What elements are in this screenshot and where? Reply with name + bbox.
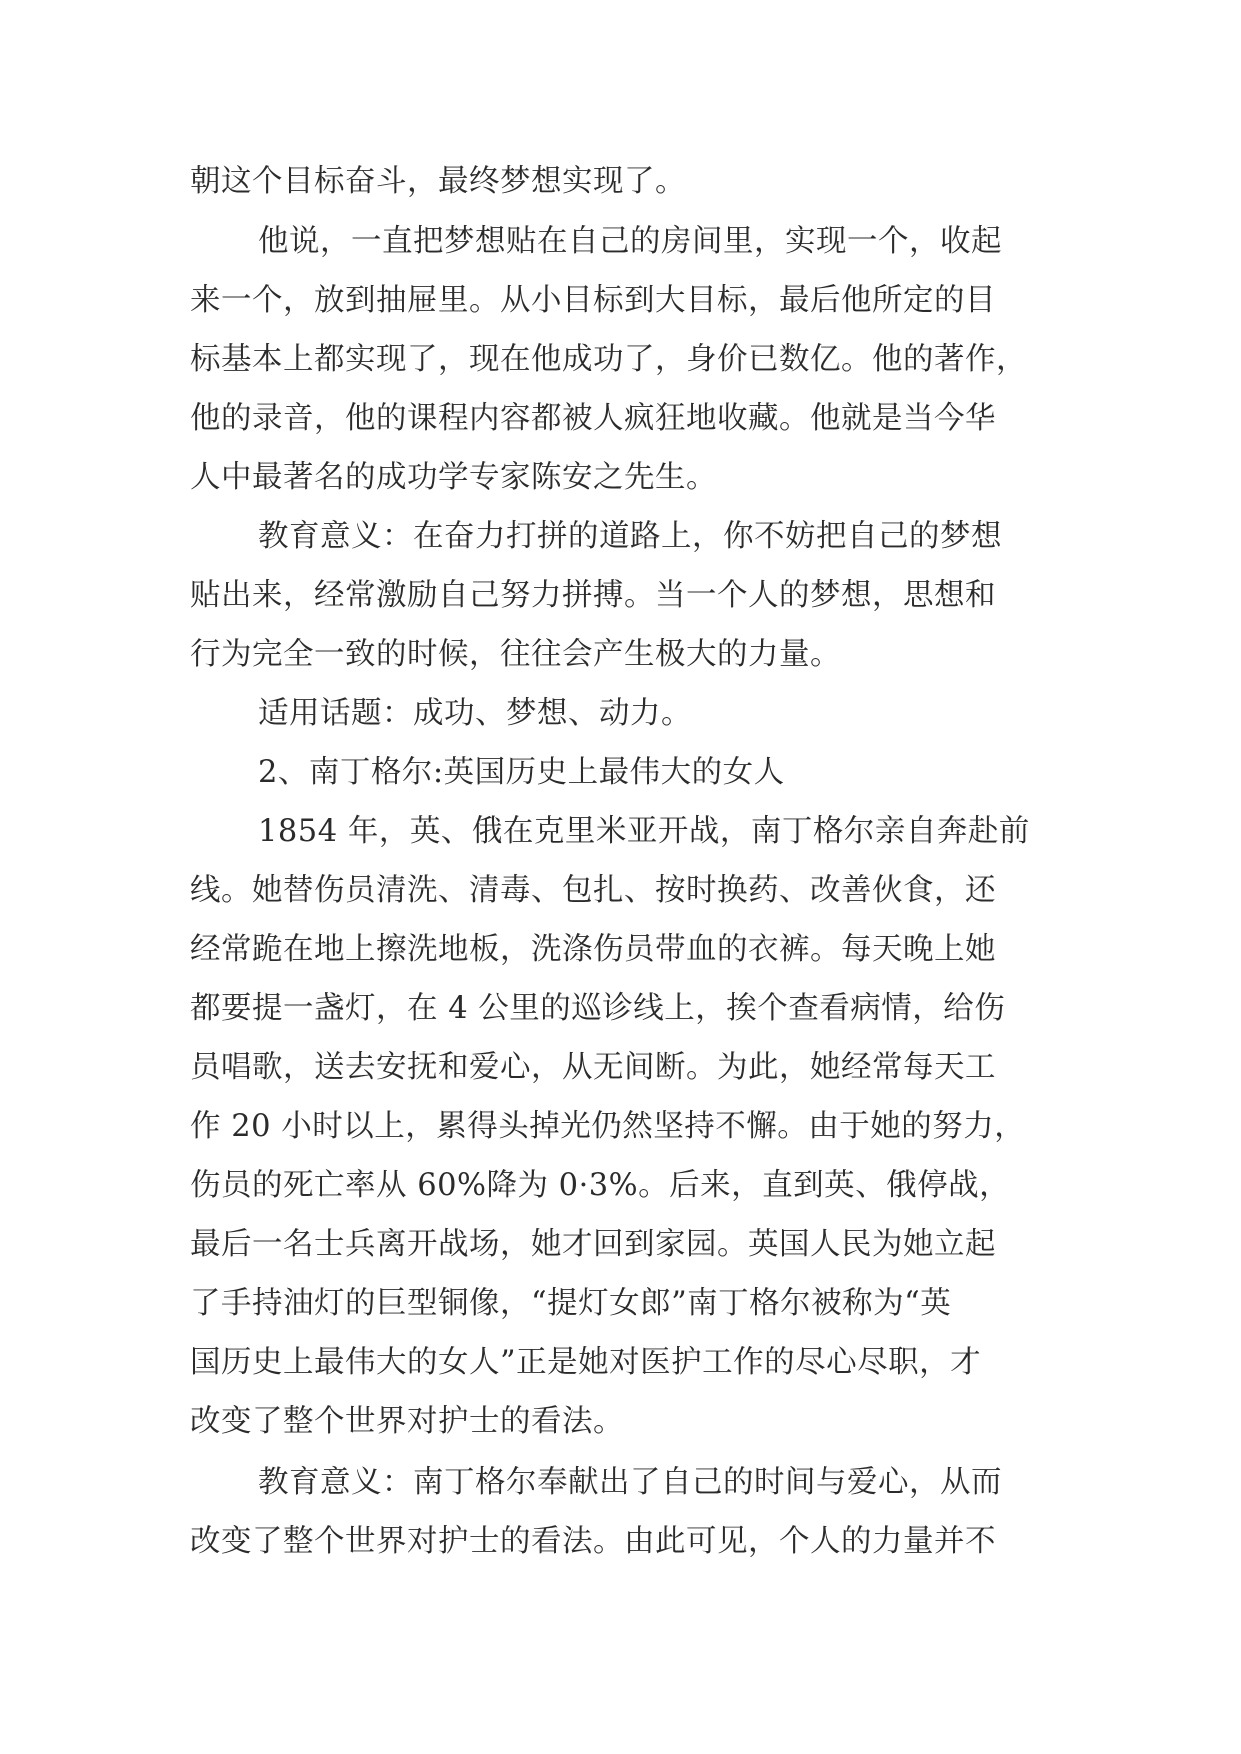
text-line: 朝这个目标奋斗，最终梦想实现了。: [190, 164, 686, 199]
text-line: 最后一名士兵离开战场，她才回到家园。英国人民为她立起: [190, 1227, 996, 1262]
text-line: 适用话题：成功、梦想、动力。: [258, 696, 692, 731]
text-line: 线。她替伤员清洗、清毒、包扎、按时换药、改善伙食，还: [190, 873, 996, 908]
text-line: 行为完全一致的时候，往往会产生极大的力量。: [190, 637, 841, 672]
text-line: 改变了整个世界对护士的看法。: [190, 1404, 624, 1439]
text-line: 教育意义：南丁格尔奉献出了自己的时间与爱心，从而: [258, 1465, 1002, 1500]
text-line: 他说，一直把梦想贴在自己的房间里，实现一个，收起: [258, 224, 1002, 259]
text-line: 员唱歌，送去安抚和爱心，从无间断。为此，她经常每天工: [190, 1050, 996, 1085]
text-line: 贴出来，经常激励自己努力拼搏。当一个人的梦想，思想和: [190, 578, 996, 613]
text-line: 伤员的死亡率从 60%降为 0·3%。后来，直到英、俄停战，: [190, 1168, 1011, 1203]
text-line: 来一个，放到抽屉里。从小目标到大目标，最后他所定的目: [190, 283, 996, 318]
text-line: 教育意义：在奋力打拼的道路上，你不妨把自己的梦想: [258, 519, 1002, 554]
section-heading: 2、南丁格尔:英国历史上最伟大的女人: [258, 755, 785, 790]
text-line: 都要提一盏灯，在 4 公里的巡诊线上，挨个查看病情，给伤: [190, 991, 1006, 1026]
text-line: 国历史上最伟大的女人”正是她对医护工作的尽心尽职，才: [190, 1345, 982, 1380]
text-line: 了手持油灯的巨型铜像，“提灯女郎”南丁格尔被称为“英: [190, 1286, 952, 1321]
text-line: 标基本上都实现了，现在他成功了，身价已数亿。他的著作，: [190, 342, 1027, 377]
text-line: 作 20 小时以上，累得头掉光仍然坚持不懈。由于她的努力，: [190, 1109, 1026, 1144]
text-line: 人中最著名的成功学专家陈安之先生。: [190, 460, 717, 495]
text-line: 1854 年，英、俄在克里米亚开战，南丁格尔亲自奔赴前: [258, 814, 1030, 849]
text-line: 他的录音，他的课程内容都被人疯狂地收藏。他就是当今华: [190, 401, 996, 436]
text-line: 经常跪在地上擦洗地板，洗涤伤员带血的衣裤。每天晚上她: [190, 932, 996, 967]
text-line: 改变了整个世界对护士的看法。由此可见，个人的力量并不: [190, 1524, 996, 1559]
